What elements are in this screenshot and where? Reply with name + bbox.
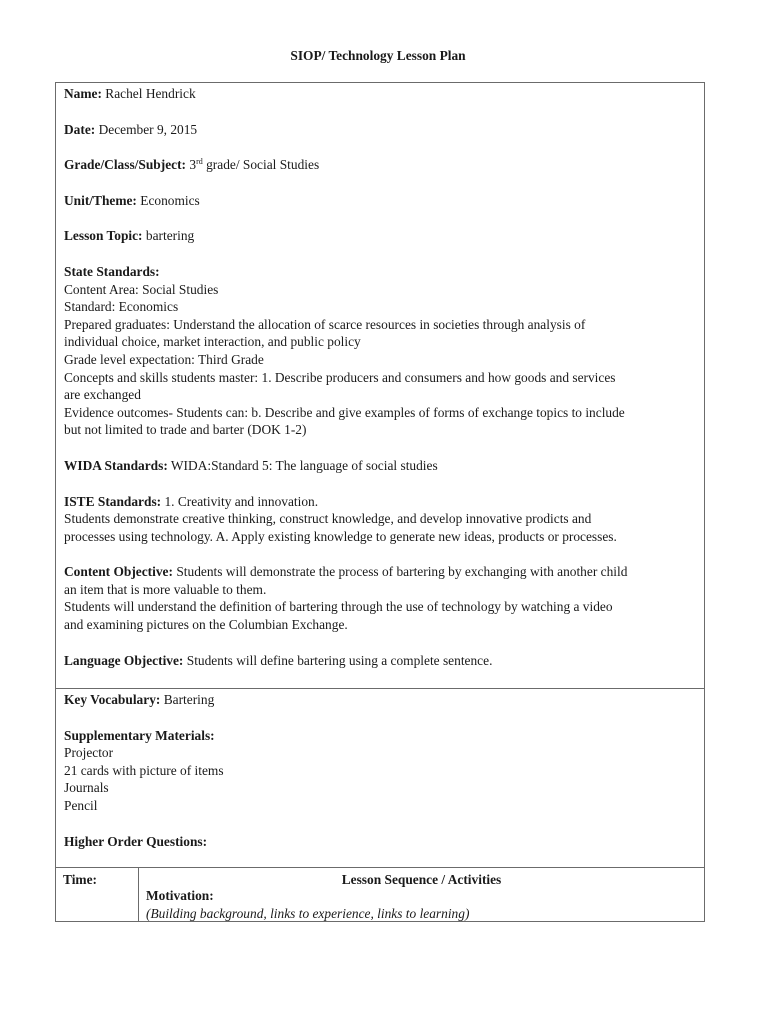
materials-item: 21 cards with picture of items — [64, 762, 224, 778]
iste-line: Students demonstrate creative thinking, construct knowledge, and develop innovative prodicts and — [64, 511, 592, 527]
grade-suffix: rd — [196, 157, 203, 167]
content-objective-value: Students will demonstrate the process of bartering by exchanging with another child — [176, 564, 628, 580]
iste-value: 1. Creativity and innovation. — [164, 493, 319, 509]
state-standards-line: Content Area: Social Studies — [64, 281, 219, 297]
sequence-column — [139, 868, 704, 921]
wida-row — [64, 457, 704, 475]
materials-item: Journals — [64, 780, 109, 796]
state-standards-label: State Standards: — [64, 263, 160, 279]
lesson-info-section — [55, 82, 705, 689]
unit-label: Unit/Theme: — [64, 192, 137, 208]
motivation-label: Motivation: — [146, 888, 214, 903]
state-standards-line: Prepared graduates: Understand the allocation of scarce resources in societies through analysis of — [64, 316, 586, 332]
motivation-note: (Building background, links to experience, links to learning) — [146, 906, 470, 921]
unit-row — [64, 192, 704, 210]
content-objective-row — [64, 563, 704, 581]
state-standards-line: Concepts and skills students master: 1. Describe producers and consumers and how goods and services — [64, 369, 616, 385]
materials-section — [55, 688, 705, 868]
state-standards-line: but not limited to trade and barter (DOK 1-2) — [64, 422, 307, 438]
vocab-value: Bartering — [163, 692, 215, 707]
date-value: December 9, 2015 — [98, 121, 198, 137]
topic-label: Lesson Topic: — [64, 228, 143, 244]
state-standards-line: individual choice, market interaction, and public policy — [64, 334, 361, 350]
time-column — [56, 868, 139, 921]
vocab-row — [64, 691, 704, 709]
wida-value: WIDA:Standard 5: The language of social studies — [170, 457, 438, 473]
language-objective-label: Language Objective: — [64, 652, 184, 668]
vocab-label: Key Vocabulary: — [64, 692, 161, 707]
state-standards-line: Evidence outcomes- Students can: b. Describe and give examples of forms of exchange topics to include — [64, 404, 625, 420]
grade-number: 3 — [189, 157, 197, 173]
grade-value: grade/ Social Studies — [206, 157, 320, 173]
iste-row — [64, 493, 704, 511]
language-objective-row — [64, 652, 704, 670]
unit-value: Economics — [140, 192, 200, 208]
sequence-header: Lesson Sequence / Activities — [341, 872, 502, 887]
iste-line: processes using technology. A. Apply existing knowledge to generate new ideas, products or processes. — [64, 528, 617, 544]
page-title: SIOP/ Technology Lesson Plan — [290, 48, 466, 63]
state-standards-line: Grade level expectation: Third Grade — [64, 351, 264, 367]
materials-item: Pencil — [64, 797, 98, 813]
lesson-sequence-table — [55, 867, 705, 922]
wida-label: WIDA Standards: — [64, 457, 168, 473]
materials-item: Projector — [64, 745, 114, 761]
grade-row — [64, 156, 704, 174]
language-objective-value: Students will define bartering using a complete sentence. — [186, 652, 493, 668]
hoq-label: Higher Order Questions: — [64, 833, 208, 849]
time-label: Time: — [63, 872, 97, 887]
date-label: Date: — [64, 121, 96, 137]
content-objective-line: and examining pictures on the Columbian Exchange. — [64, 617, 348, 633]
name-label: Name: — [64, 86, 102, 101]
grade-label: Grade/Class/Subject: — [64, 157, 186, 173]
content-objective-line: an item that is more valuable to them. — [64, 581, 267, 597]
topic-row — [64, 227, 704, 245]
content-objective-label: Content Objective: — [64, 564, 173, 580]
topic-value: bartering — [145, 228, 195, 244]
date-row — [64, 121, 704, 139]
iste-label: ISTE Standards: — [64, 493, 162, 509]
name-value: Rachel Hendrick — [105, 86, 196, 101]
name-row — [64, 85, 704, 103]
content-objective-line: Students will understand the definition of bartering through the use of technology by watching a video — [64, 599, 613, 615]
state-standards-line: are exchanged — [64, 387, 141, 403]
materials-label: Supplementary Materials: — [64, 727, 215, 743]
state-standards-line: Standard: Economics — [64, 299, 179, 315]
